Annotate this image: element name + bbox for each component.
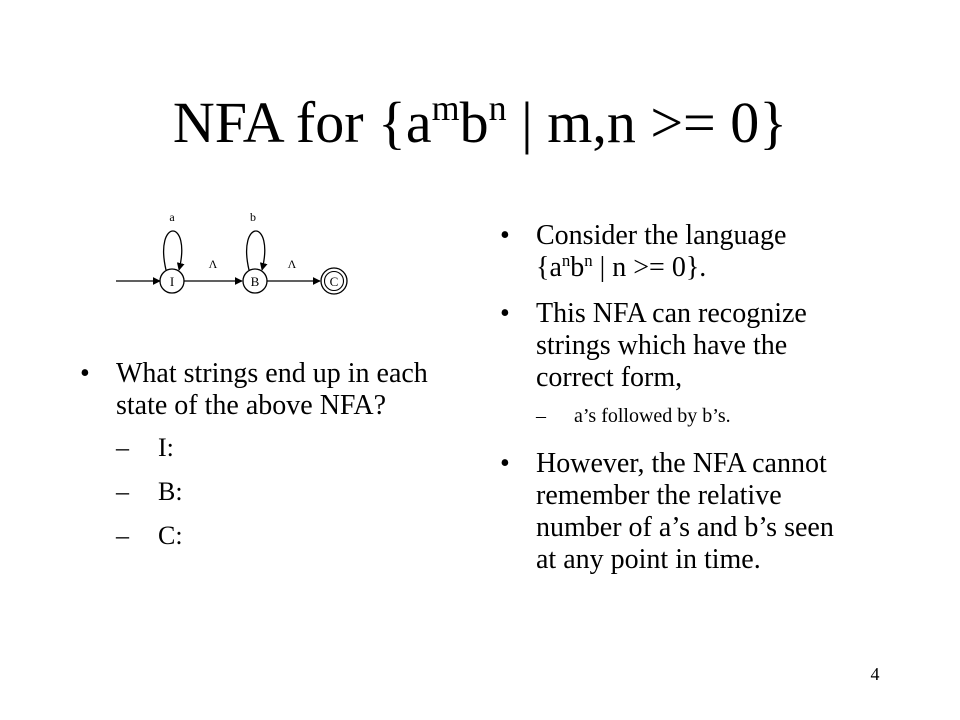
state-list <box>116 426 458 558</box>
title-middle: b <box>459 90 489 155</box>
state-item-i: – I: <box>116 426 458 470</box>
right-sub-list <box>536 398 838 434</box>
consider-sup-n2: n <box>584 251 593 270</box>
state-b-label: B <box>250 274 260 289</box>
right-column <box>498 220 838 576</box>
left-bullet-list <box>78 358 458 558</box>
loop-i-label: a <box>169 210 175 224</box>
title-superscript-n: n <box>488 88 507 128</box>
loop-b-b <box>247 231 265 270</box>
state-item-c: – C: <box>116 514 458 558</box>
state-c-label: C <box>329 274 339 289</box>
title-prefix: NFA for {a <box>172 90 432 155</box>
consider-after: | n >= 0}. <box>592 252 707 283</box>
state-item-b: – B: <box>116 470 458 514</box>
consider-middle: b <box>570 252 585 283</box>
loop-i-a <box>164 231 182 270</box>
page-number: 4 <box>870 664 880 684</box>
edge-i-b-label: Λ <box>208 257 218 271</box>
title-suffix: | m,n >= 0} <box>506 90 788 155</box>
state-i <box>160 269 184 293</box>
state-i-label: I <box>169 274 175 289</box>
slide-title <box>0 88 960 158</box>
edge-b-c-label: Λ <box>287 257 297 271</box>
state-b <box>243 269 267 293</box>
bullet-however: • However, the NFA cannot remember the relative number of a’s and b’s seen at any point in time. <box>498 448 838 576</box>
left-column <box>78 358 458 558</box>
bullet-question <box>78 358 458 558</box>
title-superscript-m: m <box>431 88 460 128</box>
bullet-recognize <box>498 298 838 434</box>
question-text: What strings end up in each state of the above NFA? <box>116 358 428 421</box>
state-c <box>321 268 347 294</box>
recognize-text: This NFA can recognize strings which have the correct form, <box>536 298 807 393</box>
bullet-consider <box>498 220 838 284</box>
consider-sup-n1: n <box>561 251 571 270</box>
right-bullet-list <box>498 220 838 576</box>
sub-form: – a’s followed by b’s. <box>536 398 838 434</box>
loop-b-label: b <box>250 210 256 224</box>
consider-before: Consider the language {a <box>536 220 787 283</box>
nfa-diagram <box>100 200 360 310</box>
